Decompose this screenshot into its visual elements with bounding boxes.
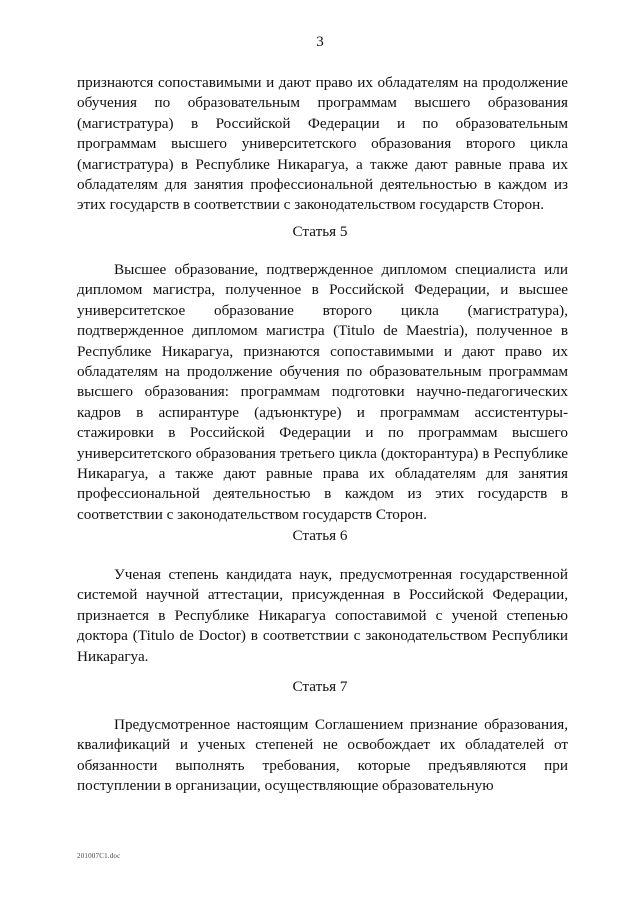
page-number: 3: [316, 34, 324, 50]
file-name-footer: 201007C1.doc: [77, 852, 121, 860]
article-7-paragraph: Предусмотренное настоящим Соглашением признание образования, квалификаций и ученых степеней не освобождает их обладателей от обязанности выполнять требования, которые предъявляются при поступлении в организации, осуществляющие образовательную: [77, 716, 568, 795]
article-5-heading: Статья 5: [292, 223, 348, 240]
article-5-paragraph: Высшее образование, подтвержденное дипломом специалиста или дипломом магистра, полученное в Российской Федерации, и высшее университетское образование второго цикла (магистратура), подтвержденное дипломом магистра (Titulo de Maestria), полученное в Республике Никарагуа, признаются сопоставимыми и дают право их обладателям на продолжение обучения по образовательным программам высшего образования: программам подготовки научно-педагогических кадров в аспирантуре (адъюнктуре) и программам ассистентуры-стажировки в Российской Федерации и по программам высшего университетского образования третьего цикла (докторантура) в Республике Никарагуа, а также дают равные права их обладателям для занятия профессиональной деятельностью в каждом из этих государств в соответствии с законодательством государств Сторон.: [77, 261, 568, 523]
article-7-heading: Статья 7: [292, 678, 348, 695]
article-6-paragraph: Ученая степень кандидата наук, предусмотренная государственной системой научной аттестации, присужденная в Российской Федерации, признается в Республике Никарагуа сопоставимой с ученой степенью доктора (Titulo de Doctor) в соответствии с законодательством Республики Никарагуа.: [77, 566, 568, 665]
paragraph-continuation: признаются сопоставимыми и дают право их обладателям на продолжение обучения по образовательным программам высшего образования (магистратура) в Российской Федерации и по образовательным программам высшего университетского образования второго цикла (магистратура) в Республике Никарагуа, а также дают равные права их обладателям для занятия профессиональной деятельностью в каждом из этих государств в соответствии с законодательством государств Сторон.: [77, 74, 568, 214]
article-6-heading: Статья 6: [292, 527, 348, 544]
